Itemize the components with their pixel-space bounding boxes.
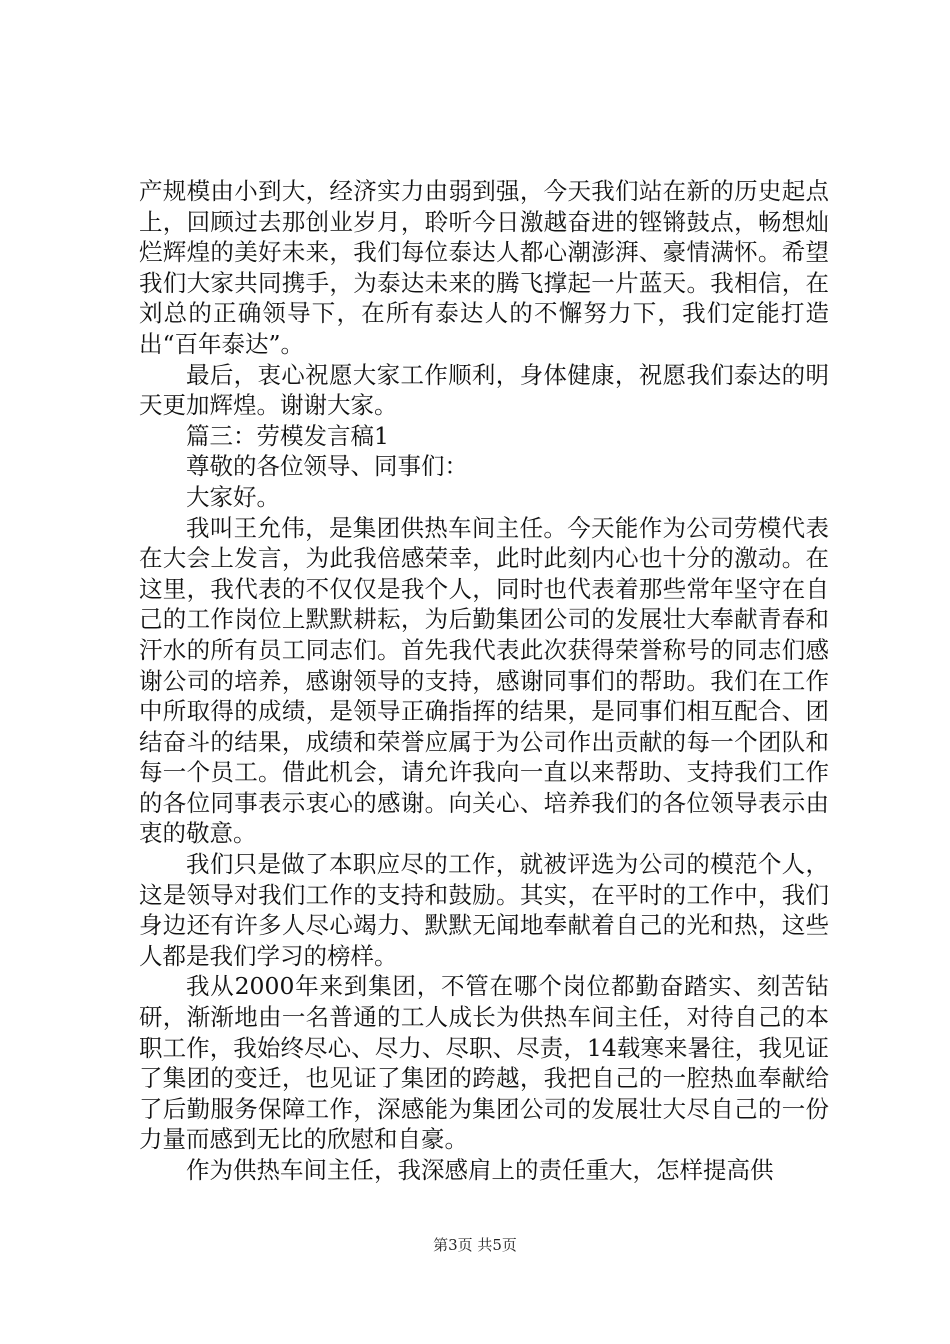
document-body bbox=[139, 176, 829, 1186]
paragraph-8: 我从2000年来到集团，不管在哪个岗位都勤奋踏实、刻苦钻研，渐渐地由一名普通的工人成长为供热车间主任，对待自己的本职工作，我始终尽心、尽力、尽职、尽责，14载寒来暑往，我见证了集团的变迁，也见证了集团的跨越，我把自己的一腔热血奉献给了后勤服务保障工作，深感能为集团公司的发展壮大尽自己的一份力量而感到无比的欣慰和自豪。 bbox=[139, 972, 829, 1154]
paragraph-7: 我们只是做了本职应尽的工作，就被评选为公司的模范个人，这是领导对我们工作的支持和鼓励。其实，在平时的工作中，我们身边还有许多人尽心竭力、默默无闻地奉献着自己的光和热，这些人都是我们学习的榜样。 bbox=[139, 850, 829, 970]
paragraph-1: 产规模由小到大，经济实力由弱到强，今天我们站在新的历史起点上，回顾过去那创业岁月，聆听今日激越奋进的铿锵鼓点，畅想灿烂辉煌的美好未来，我们每位泰达人都心潮澎湃、豪情满怀。希望我们大家共同携手，为泰达未来的腾飞撑起一片蓝天。我相信，在刘总的正确领导下，在所有泰达人的不懈努力下，我们定能打造出“百年泰达”。 bbox=[139, 177, 829, 358]
greeting: 大家好。 bbox=[186, 482, 280, 511]
salutation: 尊敬的各位领导、同事们： bbox=[186, 452, 468, 481]
paragraph-6: 我叫王允伟，是集团供热车间主任。今天能作为公司劳模代表在大会上发言，为此我倍感荣幸，此时此刻内心也十分的激动。在这里，我代表的不仅仅是我个人，同时也代表着那些常年坚守在自己的工作岗位上默默耕耘，为后勤集团公司的发展壮大奉献青春和汗水的所有员工同志们。首先我代表此次获得荣誉称号的同志们感谢公司的培养，感谢领导的支持，感谢同事们的帮助。我们在工作中所取得的成绩，是领导正确指挥的结果，是同事们相互配合、团结奋斗的结果，成绩和荣誉应属于为公司作出贡献的每一个团队和每一个员工。借此机会，请允许我向一直以来帮助、支持我们工作的各位同事表示衷心的感谢。向关心、培养我们的各位领导表示由衷的敬意。 bbox=[139, 513, 829, 848]
page-footer: 第3页 共5页 bbox=[433, 1236, 517, 1254]
paragraph-9: 作为供热车间主任，我深感肩上的责任重大，怎样提高供 bbox=[186, 1156, 774, 1184]
section-heading: 篇三：劳模发言稿1 bbox=[186, 421, 389, 450]
paragraph-2: 最后，衷心祝愿大家工作顺利，身体健康，祝愿我们泰达的明天更加辉煌。谢谢大家。 bbox=[139, 360, 829, 420]
